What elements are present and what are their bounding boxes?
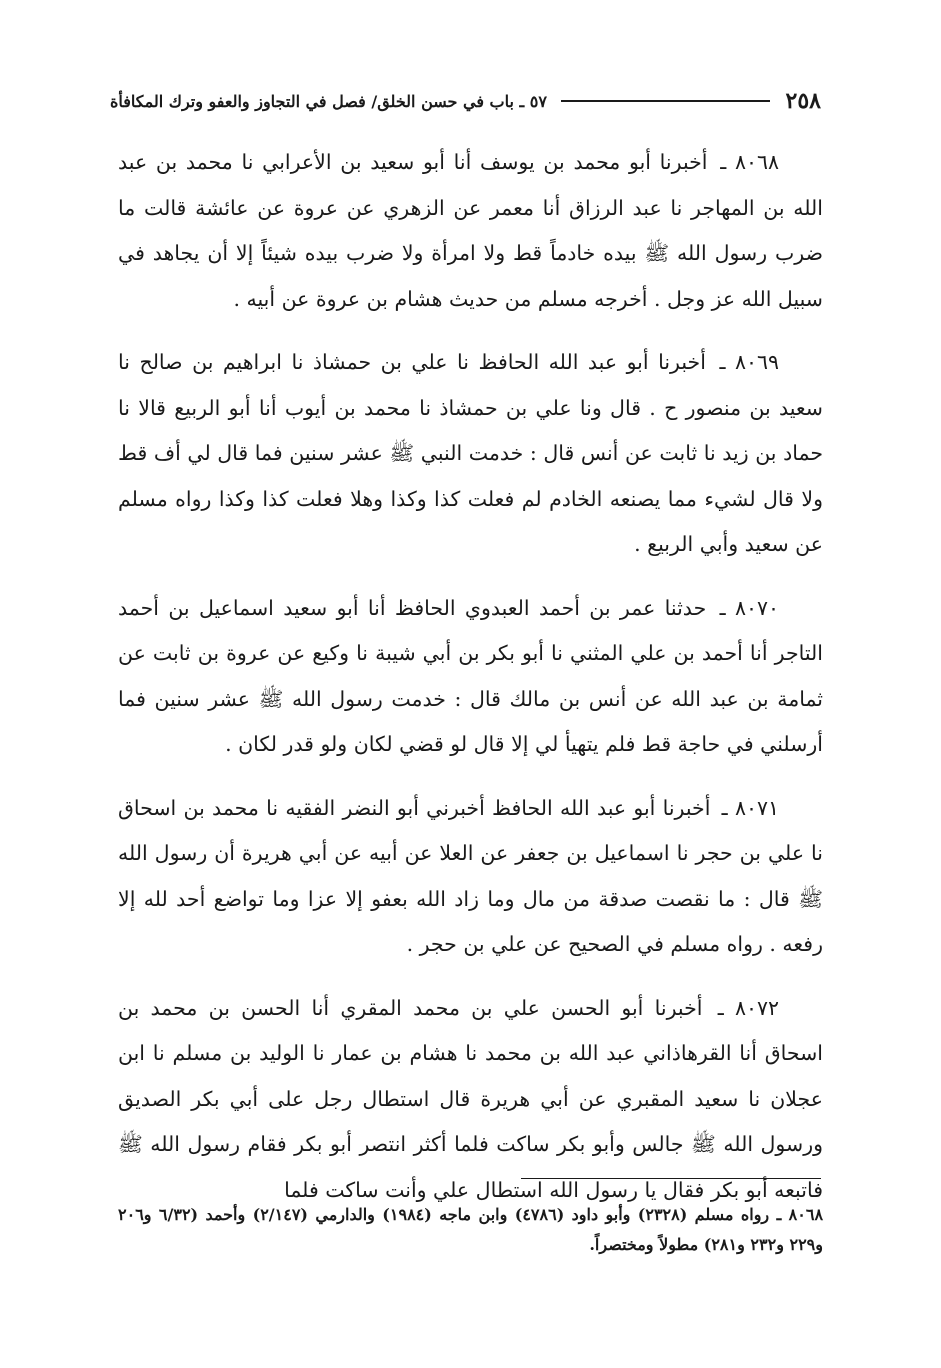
hadith-8070 [118,586,823,768]
hadith-8068 [118,140,823,322]
main-text [118,140,823,1231]
hadith-8071 [118,786,823,968]
hadith-number: ٨٠٧٠ ـ [719,595,779,620]
hadith-8069 [118,340,823,568]
hadith-number: ٨٠٦٨ ـ [720,150,779,174]
hadith-number: ٨٠٧٢ ـ [717,995,779,1020]
chapter-title: ٥٧ ـ باب في حسن الخلق/ فصل في التجاوز والعفو وترك المكافأة [110,91,547,111]
hadith-text: حدثنا عمر بن أحمد العبدوي الحافظ أنا أبو سعيد اسماعيل بن أحمد التاجر أنا أحمد بن علي المثني نا أبو بكر بن أبي شيبة نا وكيع عن عروة بن ثابت عن ثمامة بن عبد الله عن أنس بن مالك قال : خدمت رسول الله ﷺ عشر سنين فما أرسلني في حاجة قط فلم يتهيأ لي إلا قال لو قضي لكان ولو قدر لكان . [118,595,823,756]
hadith-number: ٨٠٦٩ ـ [719,350,779,374]
page-number: ٢٥٨ [785,88,821,114]
running-header [110,86,821,116]
header-rule [561,100,770,102]
footnote-number: ٨٠٦٨ ـ [776,1205,824,1224]
footnote-divider [521,1178,821,1179]
hadith-text: أخبرنا أبو عبد الله الحافظ أخبرني أبو النضر الفقيه نا محمد بن اسحاق نا علي بن حجر نا اسماعيل بن جعفر عن العلا عن أبيه عن أبي هريرة أن رسول الله ﷺ قال : ما نقصت صدقة من مال وما زاد الله بعفو إلا عزا وما تواضع أحد لله إلا رفعه . رواه مسلم في الصحيح عن علي بن حجر . [118,795,823,956]
hadith-number: ٨٠٧١ ـ [721,795,779,820]
hadith-text: أخبرنا أبو محمد بن يوسف أنا أبو سعيد بن الأعرابي نا محمد بن عبد الله بن المهاجر نا عبد الرزاق أنا معمر عن الزهري عن عروة عن عائشة قالت ما ضرب رسول الله ﷺ بيده خادماً قط ولا امرأة ولا ضرب بيده شيئاً إلا أن يجاهد في سبيل الله عز وجل . أخرجه مسلم من حديث هشام بن عروة عن أبيه . [118,150,823,311]
hadith-text: أخبرنا أبو عبد الله الحافظ نا علي بن حمشاذ نا ابراهيم بن صالح نا سعيد بن منصور ح . قال ونا علي بن حمشاذ نا محمد بن أيوب أنا أبو الربيع قالا نا حماد بن زيد نا ثابت عن أنس قال : خدمت النبي ﷺ عشر سنين فما قال لي أف قط ولا قال لشيء مما يصنعه الخادم لم فعلت كذا وكذا وهلا فعلت كذا وكذا رواه مسلم عن سعيد وأبي الربيع . [118,350,823,556]
hadith-text: أخبرنا أبو الحسن علي بن محمد المقري أنا الحسن بن محمد بن اسحاق أنا القرهاذاني عبد الله بن محمد نا هشام بن عمار نا الوليد بن مسلم نا ابن عجلان نا سعيد المقبري عن أبي هريرة قال استطال رجل على أبي بكر الصديق ورسول الله ﷺ جالس وأبو بكر ساكت فلما أكثر انتصر أبو بكر فقام رسول الله ﷺ فاتبعه أبو بكر فقال يا رسول الله استطال علي وأنت ساكت فلما [118,995,823,1202]
footnote [118,1200,823,1260]
footnote-text: رواه مسلم (٢٣٢٨) وأبو داود (٤٧٨٦) وابن ماجه (١٩٨٤) والدارمي (٢/١٤٧) وأحمد (٦/٣٢ و٢٠٦ و٢٢٩ و٢٣٢ و٢٨١) مطولاً ومختصراً. [118,1205,823,1254]
